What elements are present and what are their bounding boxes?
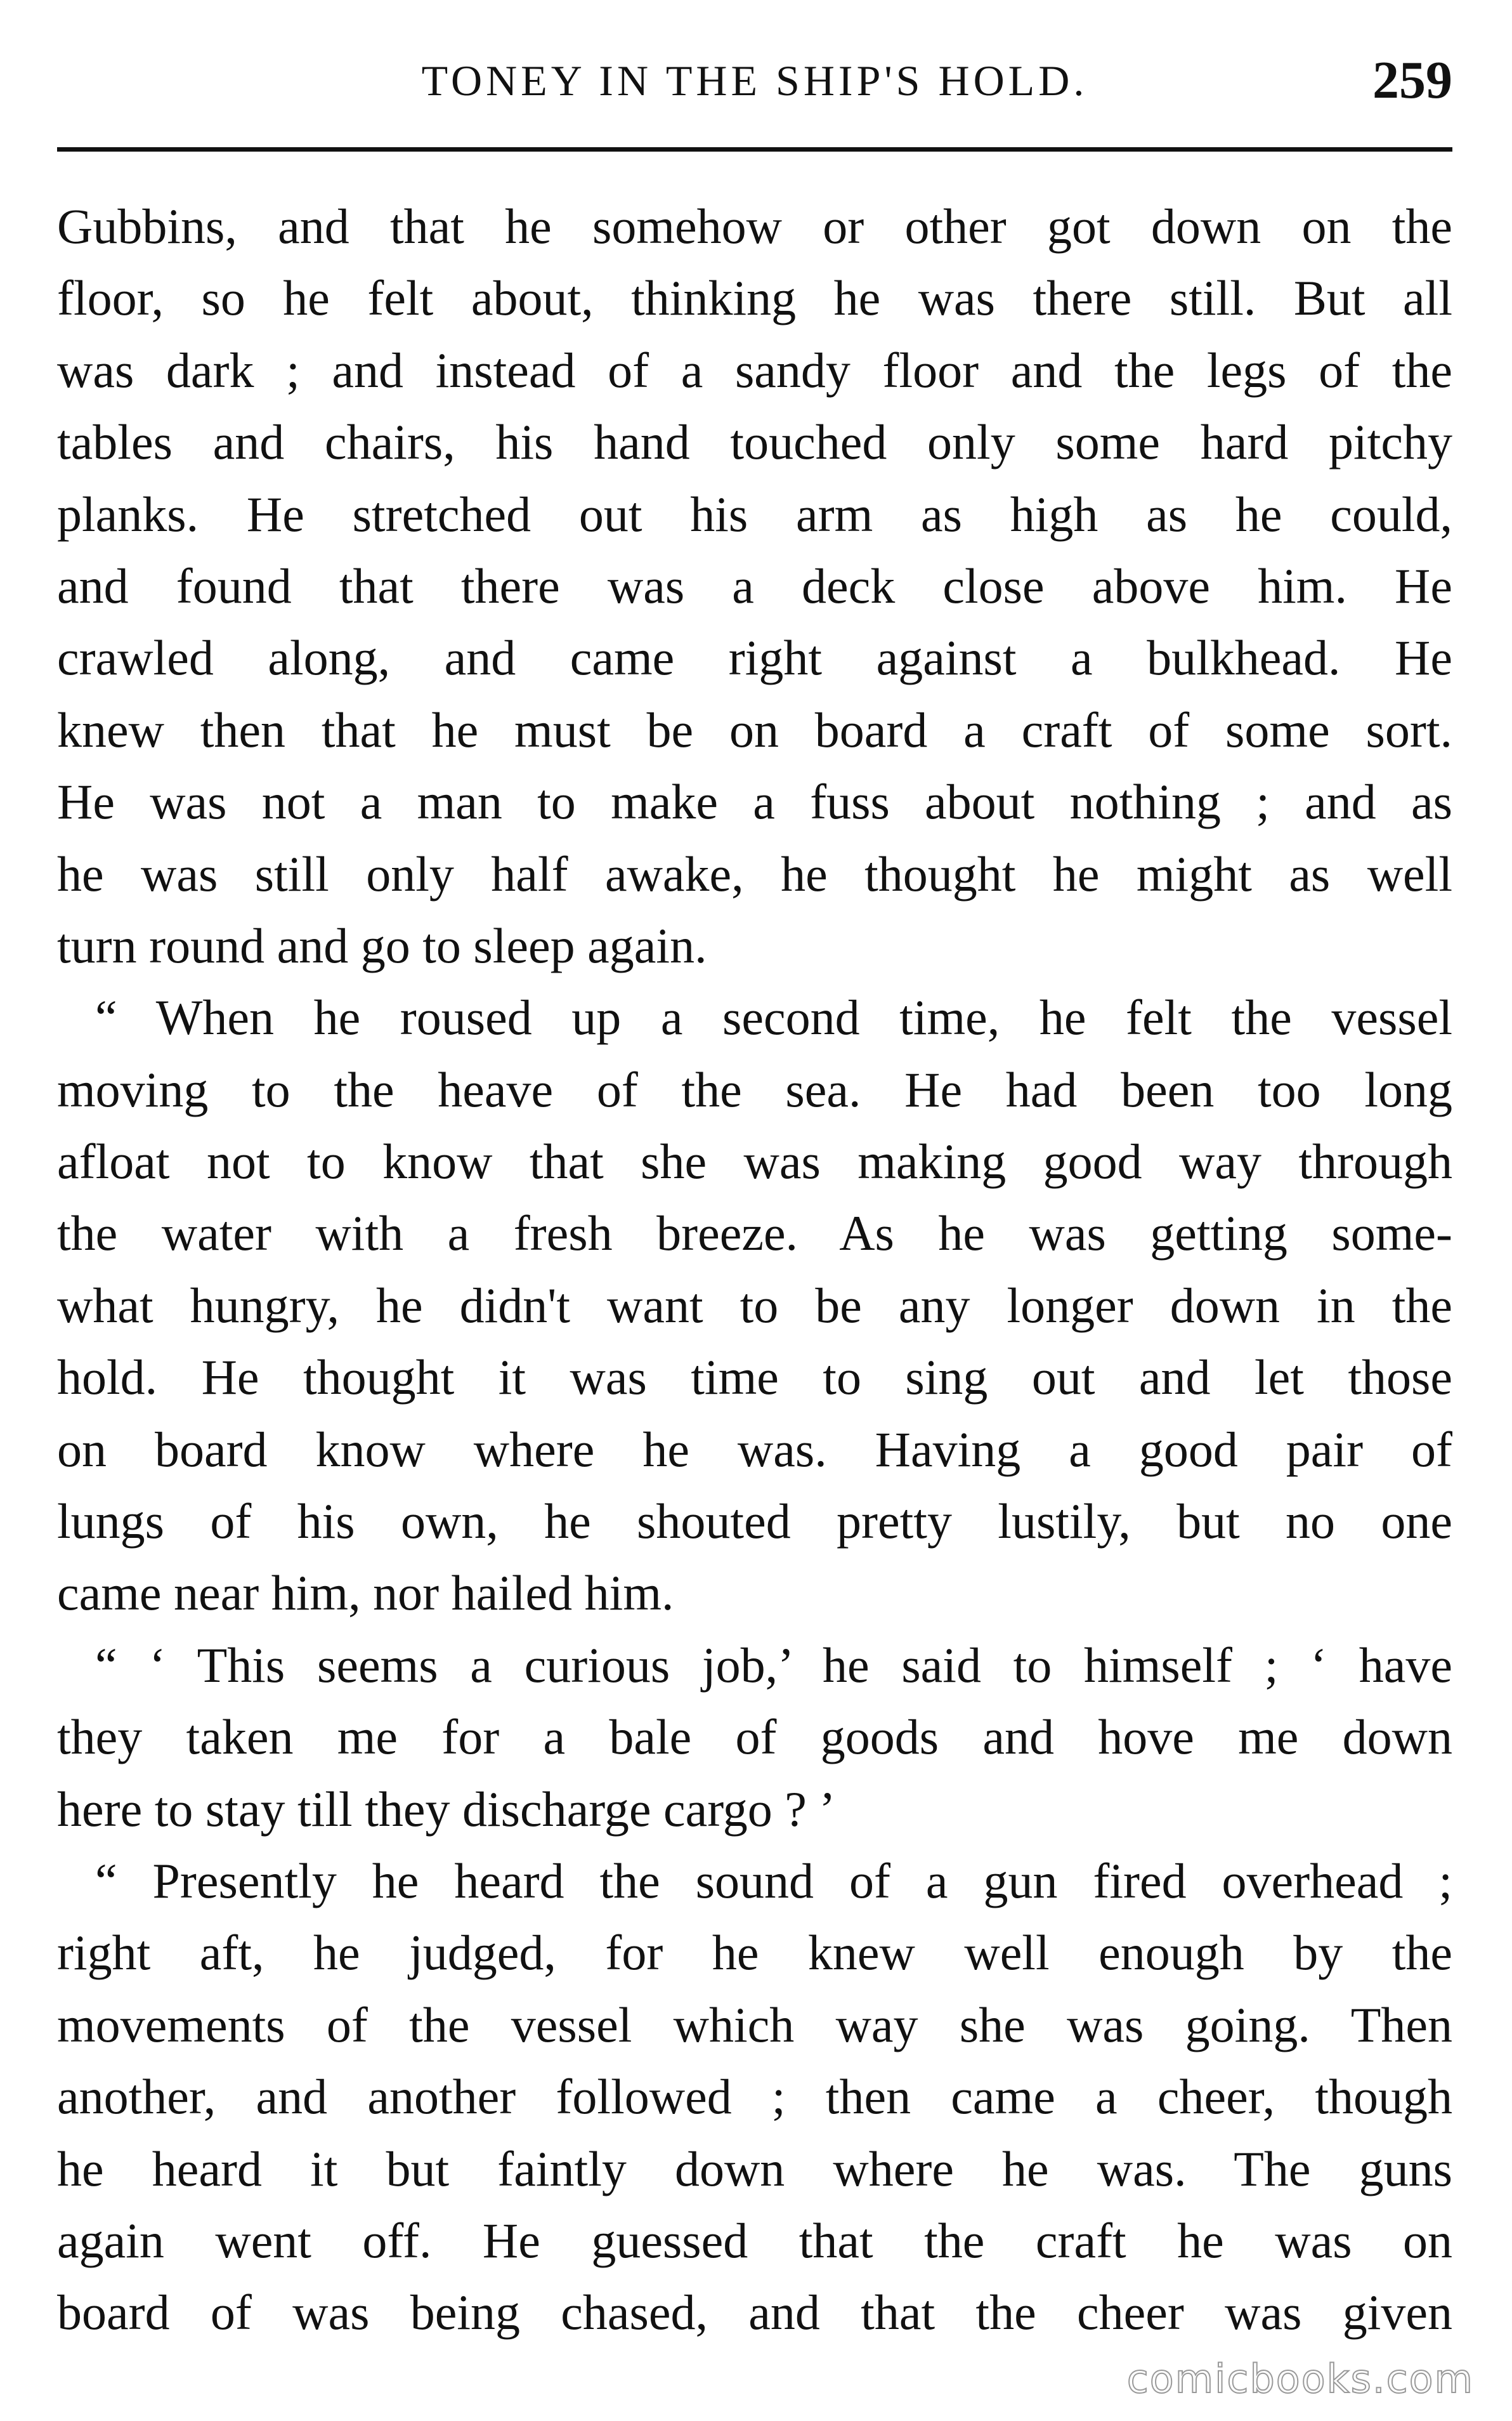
text-line: planks. He stretched out his arm as high as he could,: [57, 486, 1452, 542]
text-line: he heard it but faintly down where he was. The guns: [57, 2141, 1452, 2196]
text-line: here to stay till they discharge cargo ? ’: [57, 1781, 836, 1837]
text-line: afloat not to know that she was making good way through: [57, 1134, 1452, 1190]
text-line: Gubbins, and that he somehow or other got down on the: [57, 199, 1452, 254]
text-line: again went off. He guessed that the craft he was on: [57, 2212, 1452, 2268]
text-line: what hungry, he didn't want to be any longer down in the: [57, 1277, 1452, 1333]
text-line: the water with a fresh breeze. As he was getting some-: [57, 1205, 1452, 1261]
text-line: another, and another followed ; then came a cheer, though: [57, 2069, 1452, 2125]
text-line: board of was being chased, and that the cheer was given: [57, 2285, 1452, 2340]
text-line: and found that there was a deck close above him. He: [57, 558, 1452, 613]
running-title: TONEY IN THE SHIP'S HOLD.: [421, 56, 1088, 105]
text-line: was dark ; and instead of a sandy floor and the legs of the: [57, 342, 1452, 398]
text-line: “ ‘ This seems a curious job,’ he said to himself ; ‘ have: [95, 1637, 1452, 1693]
text-line: right aft, he judged, for he knew well enough by the: [57, 1925, 1452, 1981]
text-line: floor, so he felt about, thinking he was there still. But all: [57, 270, 1452, 326]
text-line: on board know where he was. Having a good pair of: [57, 1421, 1452, 1477]
text-line: hold. He thought it was time to sing out and let those: [57, 1349, 1452, 1405]
body-text: [57, 190, 1452, 2349]
text-line: “ Presently he heard the sound of a gun fired overhead ;: [95, 1853, 1452, 1908]
text-line: moving to the heave of the sea. He had been too long: [57, 1061, 1452, 1117]
text-line: he was still only half awake, he thought he might as well: [57, 846, 1452, 902]
header-rule: [57, 147, 1452, 152]
text-line: turn round and go to sleep again.: [57, 917, 707, 973]
running-head: [57, 49, 1452, 126]
page-number: 259: [1372, 51, 1452, 110]
text-line: crawled along, and came right against a bulkhead. He: [57, 630, 1452, 686]
text-line: came near him, nor hailed him.: [57, 1565, 674, 1621]
text-line: knew then that he must be on board a craft of some sort.: [57, 702, 1452, 758]
text-line: He was not a man to make a fuss about nothing ; and as: [57, 774, 1452, 830]
watermark: comicbooks.com: [1126, 2356, 1474, 2402]
text-line: “ When he roused up a second time, he felt the vessel: [95, 990, 1452, 1046]
text-line: tables and chairs, his hand touched only some hard pitchy: [57, 414, 1452, 470]
text-line: lungs of his own, he shouted pretty lustily, but no one: [57, 1493, 1452, 1549]
text-line: they taken me for a bale of goods and hove me down: [57, 1709, 1452, 1765]
text-line: movements of the vessel which way she was going. Then: [57, 1997, 1452, 2052]
